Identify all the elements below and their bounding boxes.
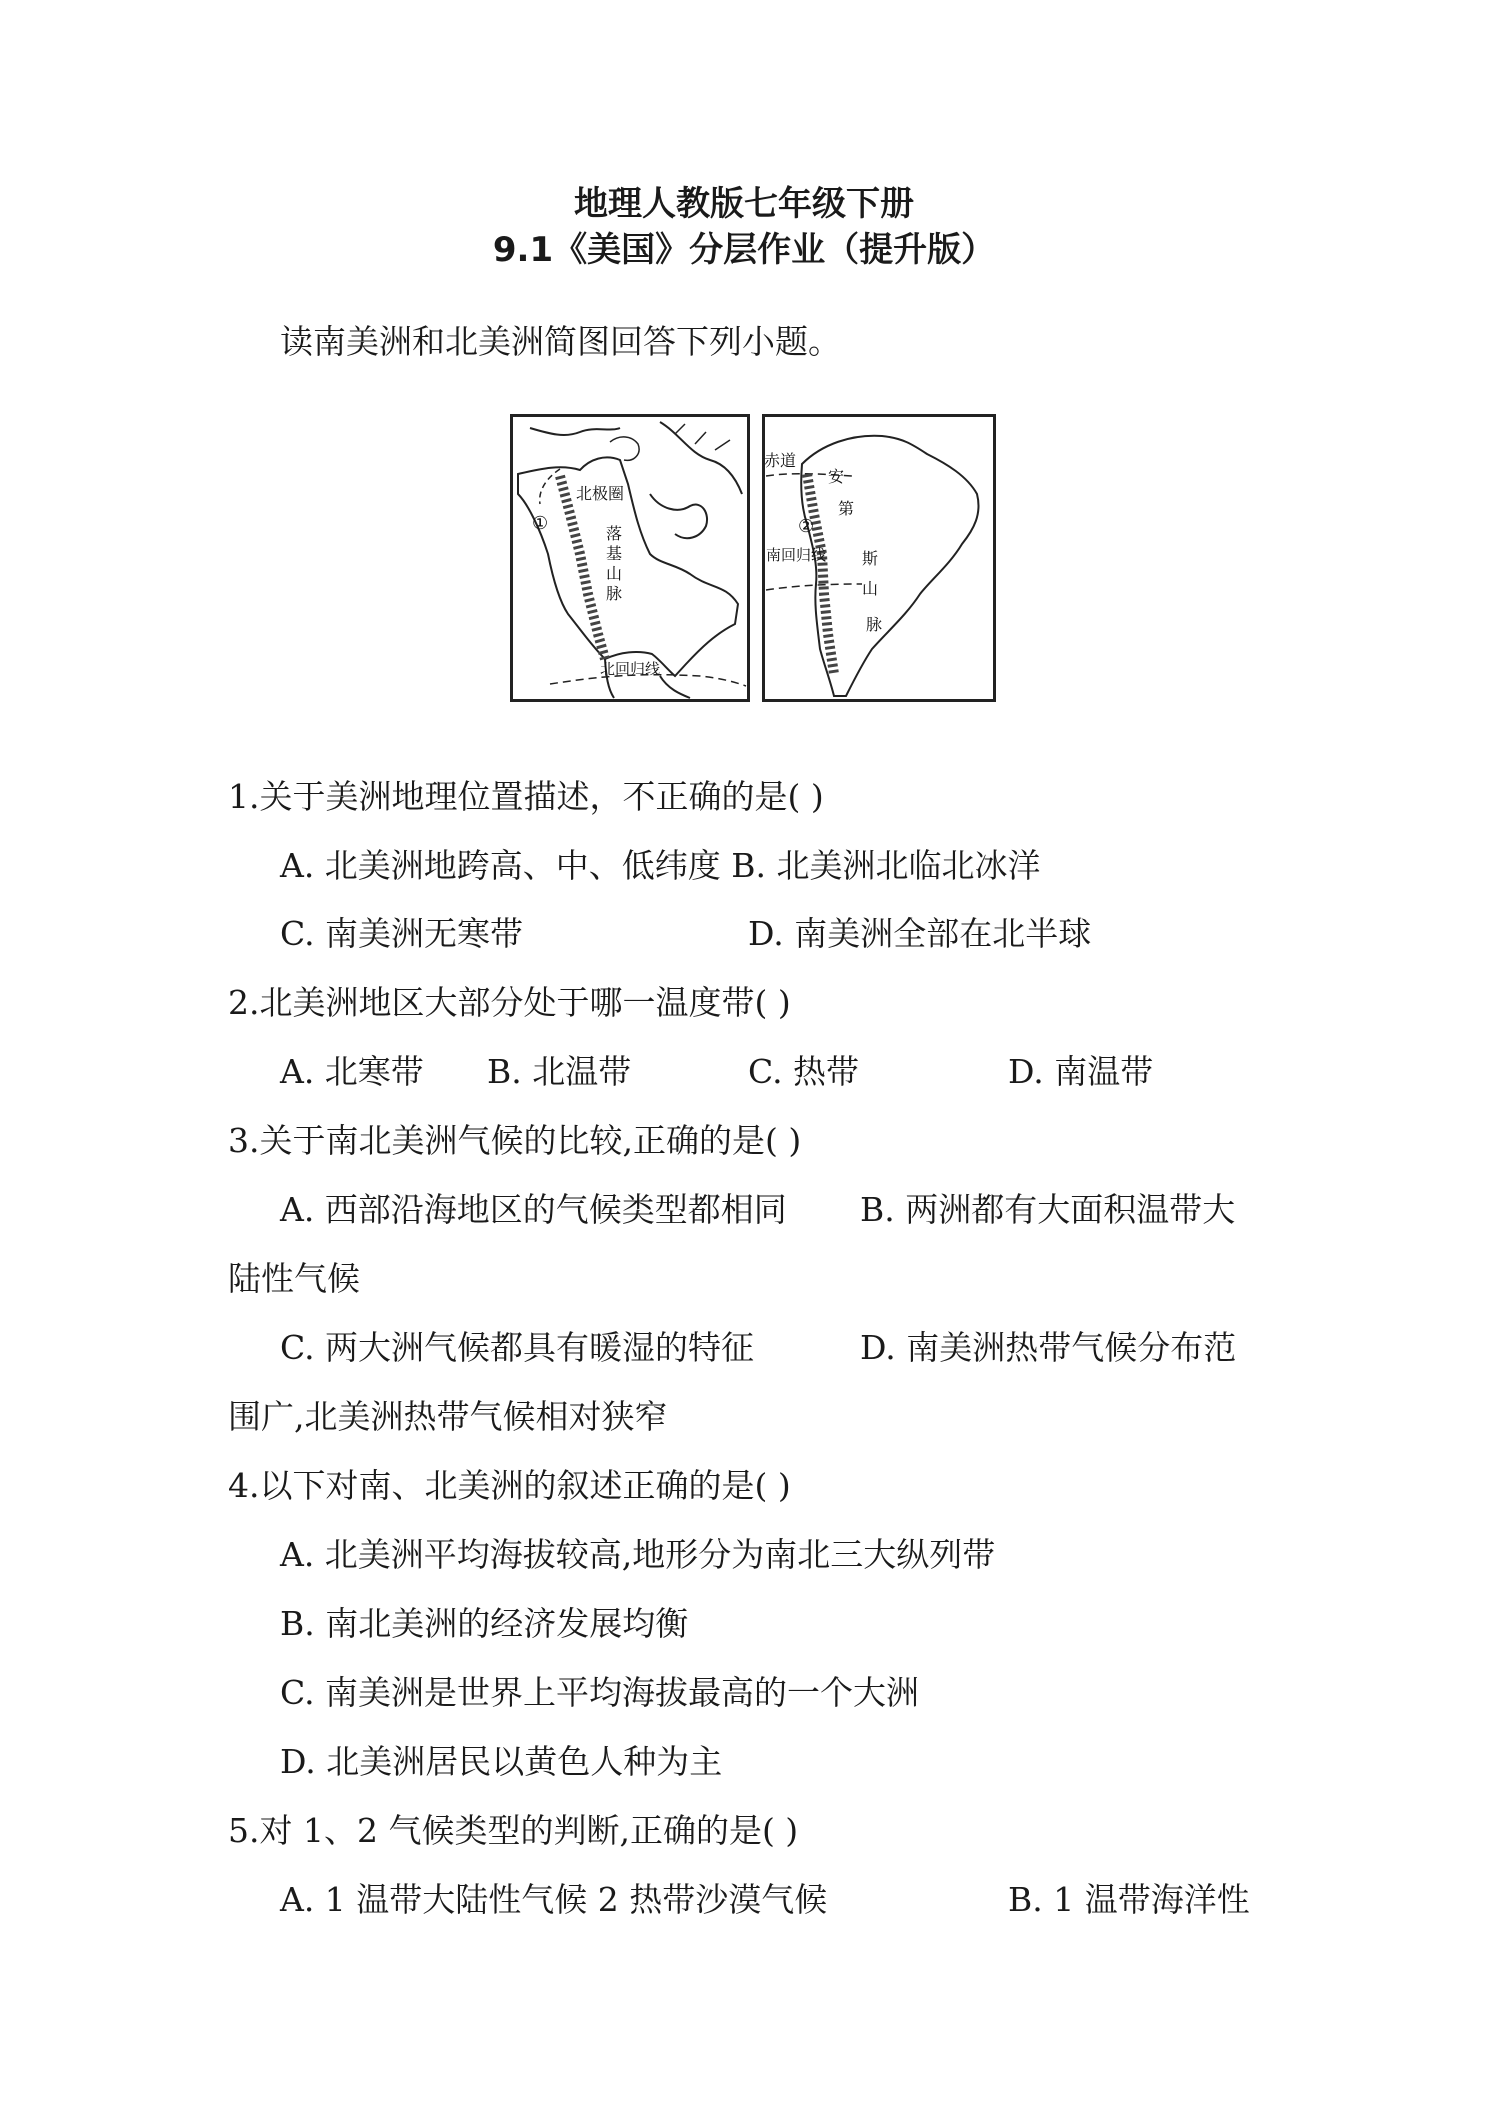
question-5-stem: 5.对 1、2 气候类型的判断,正确的是( ) [228,1811,799,1850]
question-4-option-d: D. 北美洲居民以黄色人种为主 [280,1742,723,1781]
andes-label-2: 第 [838,499,855,518]
marker-1: ① [532,513,549,534]
question-1-option-c: C. 南美洲无寒带 [280,914,524,953]
question-1-stem: 1.关于美洲地理位置描述，不正确的是( ) [228,777,824,816]
document-title: 地理人教版七年级下册 [574,184,914,224]
question-5-option-a: A. 1 温带大陆性气候 2 热带沙漠气候 [280,1880,828,1919]
question-4-stem: 4.以下对南、北美洲的叙述正确的是( ) [228,1466,791,1505]
question-2-option-d: D. 南温带 [1008,1052,1154,1091]
question-3-option-c: C. 两大洲气候都具有暖湿的特征 [280,1328,755,1367]
intro-text: 读南美洲和北美洲简图回答下列小题。 [280,322,841,361]
andes-label-4: 山 [862,579,879,598]
question-3-option-b: B. 两洲都有大面积温带大 [860,1190,1236,1229]
question-3-option-d-continued: 围广,北美洲热带气候相对狭窄 [228,1397,668,1436]
question-2-stem: 2.北美洲地区大部分处于哪一温度带( ) [228,983,791,1022]
question-3-option-d: D. 南美洲热带气候分布范 [860,1328,1237,1367]
arctic-circle-label: 北极圈 [576,484,625,503]
equator-label: 赤道 [764,451,797,470]
andes-label-3: 斯 [862,549,879,568]
andes-label-5: 脉 [866,615,883,634]
north-america-map [510,414,750,702]
question-4-option-b: B. 南北美洲的经济发展均衡 [280,1604,689,1643]
andes-label-1: 安 [828,467,845,486]
rocky-mountains-label-1: 落 [606,524,623,543]
question-1-option-a-b: A. 北美洲地跨高、中、低纬度 B. 北美洲北临北冰洋 [280,846,1041,885]
south-america-map [762,414,996,702]
document-subtitle: 9.1《美国》分层作业（提升版） [492,230,996,270]
question-3-option-a: A. 西部沿海地区的气候类型都相同 [280,1190,787,1229]
question-2-option-c: C. 热带 [748,1052,860,1091]
tropic-of-capricorn-label: 南回归线 [766,546,827,564]
rocky-mountains-label-2: 基 [606,544,623,563]
question-4-option-a: A. 北美洲平均海拔较高,地形分为南北三大纵列带 [280,1535,996,1574]
question-5-option-b: B. 1 温带海洋性 [1008,1880,1250,1919]
question-4-option-c: C. 南美洲是世界上平均海拔最高的一个大洲 [280,1673,920,1712]
rocky-mountains-label-4: 脉 [606,584,623,603]
question-3-option-b-continued: 陆性气候 [228,1259,360,1298]
rocky-mountains-label-3: 山 [606,564,623,583]
tropic-of-cancer-label: 北回归线 [600,660,661,678]
question-1-option-d: D. 南美洲全部在北半球 [748,914,1092,953]
marker-2: ② [798,516,815,537]
question-2-option-a: A. 北寒带 [280,1052,424,1091]
question-2-option-b: B. 北温带 [487,1052,632,1091]
question-3-stem: 3.关于南北美洲气候的比较,正确的是( ) [228,1121,802,1160]
